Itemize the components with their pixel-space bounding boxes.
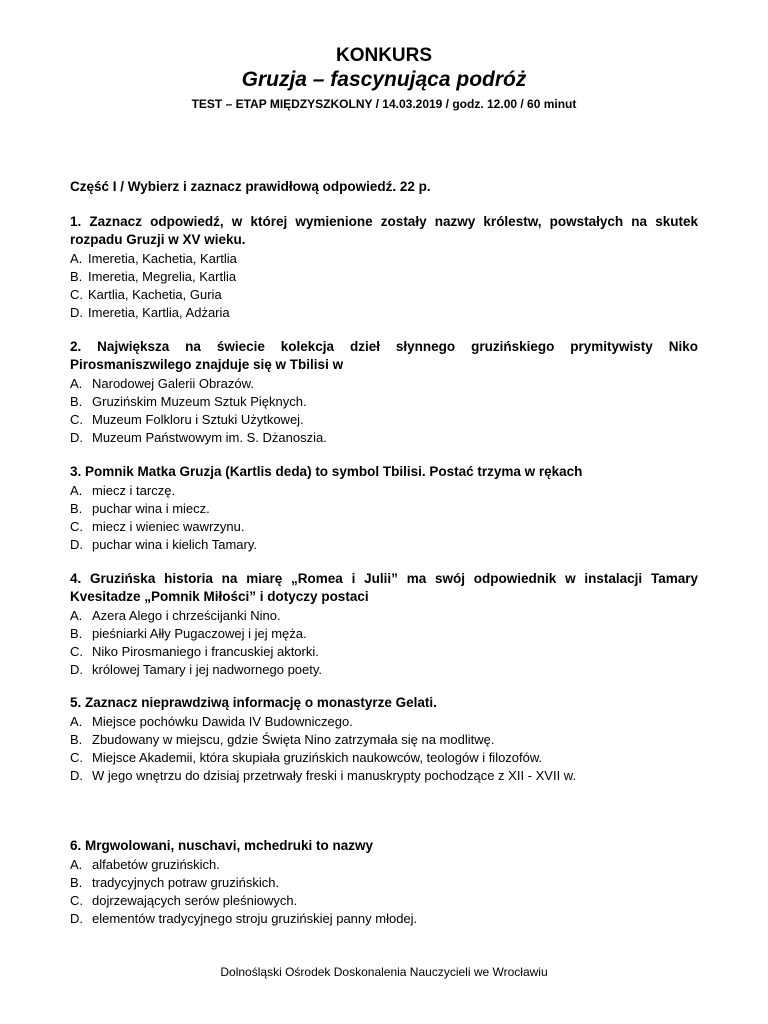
answer-letter: D.	[70, 662, 83, 677]
answer-text: elementów tradycyjnego stroju gruzińskiej panny młodej.	[92, 911, 418, 926]
answer-text: Azera Alego i chrześcijanki Nino.	[92, 608, 281, 623]
question-text: 5. Zaznacz nieprawdziwą informację o monastyrze Gelati.	[70, 695, 437, 710]
answer-letter: D.	[70, 537, 83, 552]
answer-text: pieśniarki Ałły Pugaczowej i jej męża.	[92, 626, 307, 641]
answer-letter: C.	[70, 750, 83, 765]
answer-letter: A.	[70, 483, 83, 498]
answer-letter: C.	[70, 644, 83, 659]
answer-letter: C.	[70, 412, 83, 427]
answer-option[interactable]	[70, 500, 698, 518]
answer-text: Muzeum Państwowym im. S. Dżanoszia.	[92, 430, 327, 445]
question-text: 4. Gruzińska historia na miarę „Romea i Julii” ma swój odpowiednik w instalacji Tamary Kvesitadze „Pomnik Miłości” i dotyczy postaci	[70, 571, 698, 604]
page-footer: Dolnośląski Ośrodek Doskonalenia Nauczycieli we Wrocławiu	[220, 965, 548, 979]
answer-option[interactable]	[70, 713, 698, 731]
answer-option[interactable]	[70, 411, 698, 429]
answer-letter: C.	[70, 287, 83, 302]
answer-text: dojrzewających serów pleśniowych.	[92, 893, 298, 908]
answer-text: królowej Tamary i jej nadwornego poety.	[92, 662, 323, 677]
answer-text: Gruzińskim Muzeum Sztuk Pięknych.	[92, 394, 307, 409]
answer-option[interactable]	[70, 643, 698, 661]
answer-letter: A.	[70, 714, 83, 729]
answer-text: puchar wina i miecz.	[92, 501, 210, 516]
answer-text: alfabetów gruzińskich.	[92, 857, 220, 872]
document-title: KONKURS	[335, 45, 433, 66]
answer-option[interactable]	[70, 518, 698, 536]
answer-text: Imeretia, Kachetia, Kartlia	[88, 251, 237, 266]
answer-list	[70, 375, 698, 447]
answer-text: W jego wnętrzu do dzisiaj przetrwały freski i manuskrypty pochodzące z XII - XVII w.	[92, 768, 577, 783]
document-subtitle: Gruzja – fascynująca podróż	[241, 68, 527, 91]
answer-letter: D.	[70, 305, 83, 320]
part-heading: Część I / Wybierz i zaznacz prawidłową odpowiedź. 22 p.	[70, 179, 431, 194]
answer-text: miecz i tarczę.	[92, 483, 176, 498]
answer-letter: A.	[70, 376, 83, 391]
question-3	[70, 463, 698, 554]
question-5	[70, 694, 698, 785]
answer-letter: A.	[70, 608, 83, 623]
answer-text: Imeretia, Kartlia, Adżaria	[88, 305, 230, 320]
answer-text: tradycyjnych potraw gruzińskich.	[92, 875, 280, 890]
answer-option[interactable]	[70, 250, 698, 268]
answer-letter: B.	[70, 732, 83, 747]
answer-option[interactable]	[70, 874, 698, 892]
answer-text: Miejsce pochówku Dawida IV Budowniczego.	[92, 714, 353, 729]
answer-text: Imeretia, Megrelia, Kartlia	[88, 269, 237, 284]
answer-option[interactable]	[70, 607, 698, 625]
answer-list	[70, 607, 698, 679]
answer-letter: A.	[70, 857, 83, 872]
answer-letter: D.	[70, 911, 83, 926]
answer-letter: D.	[70, 430, 83, 445]
question-text: 1. Zaznacz odpowiedź, w której wymienione zostały nazwy królestw, powstałych na skutek rozpadu Gruzji w XV wieku.	[70, 214, 698, 247]
answer-option[interactable]	[70, 286, 698, 304]
answer-letter: B.	[70, 626, 83, 641]
answer-text: Niko Pirosmaniego i francuskiej aktorki.	[92, 644, 319, 659]
answer-list	[70, 250, 698, 322]
answer-list	[70, 856, 698, 928]
answer-letter: C.	[70, 519, 83, 534]
answer-text: Miejsce Akademii, która skupiała gruzińskich naukowców, teologów i filozofów.	[92, 750, 543, 765]
answer-option[interactable]	[70, 731, 698, 749]
answer-option[interactable]	[70, 304, 698, 322]
question-text: 2. Największa na świecie kolekcja dzieł słynnego gruzińskiego prymitywisty Niko Pirosmaniszwilego znajduje się w Tbilisi w	[70, 339, 698, 372]
answer-text: Muzeum Folkloru i Sztuki Użytkowej.	[92, 412, 304, 427]
answer-text: Kartlia, Kachetia, Guria	[88, 287, 222, 302]
answer-letter: B.	[70, 501, 83, 516]
answer-option[interactable]	[70, 767, 698, 785]
answer-letter: C.	[70, 893, 83, 908]
question-6	[70, 837, 698, 928]
question-text: 6. Mrgwolowani, nuschavi, mchedruki to nazwy	[70, 838, 374, 853]
answer-option[interactable]	[70, 749, 698, 767]
answer-option[interactable]	[70, 536, 698, 554]
test-page	[70, 0, 698, 1024]
answer-option[interactable]	[70, 625, 698, 643]
answer-option[interactable]	[70, 661, 698, 679]
question-text: 3. Pomnik Matka Gruzja (Kartlis deda) to symbol Tbilisi. Postać trzyma w rękach	[70, 464, 583, 479]
test-meta: TEST – ETAP MIĘDZYSZKOLNY / 14.03.2019 / godz. 12.00 / 60 minut	[191, 97, 577, 111]
answer-option[interactable]	[70, 482, 698, 500]
answer-letter: A.	[70, 251, 83, 266]
answer-text: Zbudowany w miejscu, gdzie Święta Nino zatrzymała się na modlitwę.	[92, 732, 495, 747]
question-2	[70, 338, 698, 447]
answer-option[interactable]	[70, 375, 698, 393]
answer-letter: B.	[70, 269, 83, 284]
answer-option[interactable]	[70, 393, 698, 411]
answer-list	[70, 713, 698, 785]
answer-option[interactable]	[70, 429, 698, 447]
answer-letter: D.	[70, 768, 83, 783]
answer-text: puchar wina i kielich Tamary.	[92, 537, 257, 552]
question-4	[70, 570, 698, 679]
answer-option[interactable]	[70, 892, 698, 910]
answer-letter: B.	[70, 875, 83, 890]
answer-option[interactable]	[70, 268, 698, 286]
answer-option[interactable]	[70, 856, 698, 874]
answer-option[interactable]	[70, 910, 698, 928]
question-1	[70, 213, 698, 322]
answer-text: Narodowej Galerii Obrazów.	[92, 376, 254, 391]
answer-list	[70, 482, 698, 554]
answer-letter: B.	[70, 394, 83, 409]
answer-text: miecz i wieniec wawrzynu.	[92, 519, 245, 534]
